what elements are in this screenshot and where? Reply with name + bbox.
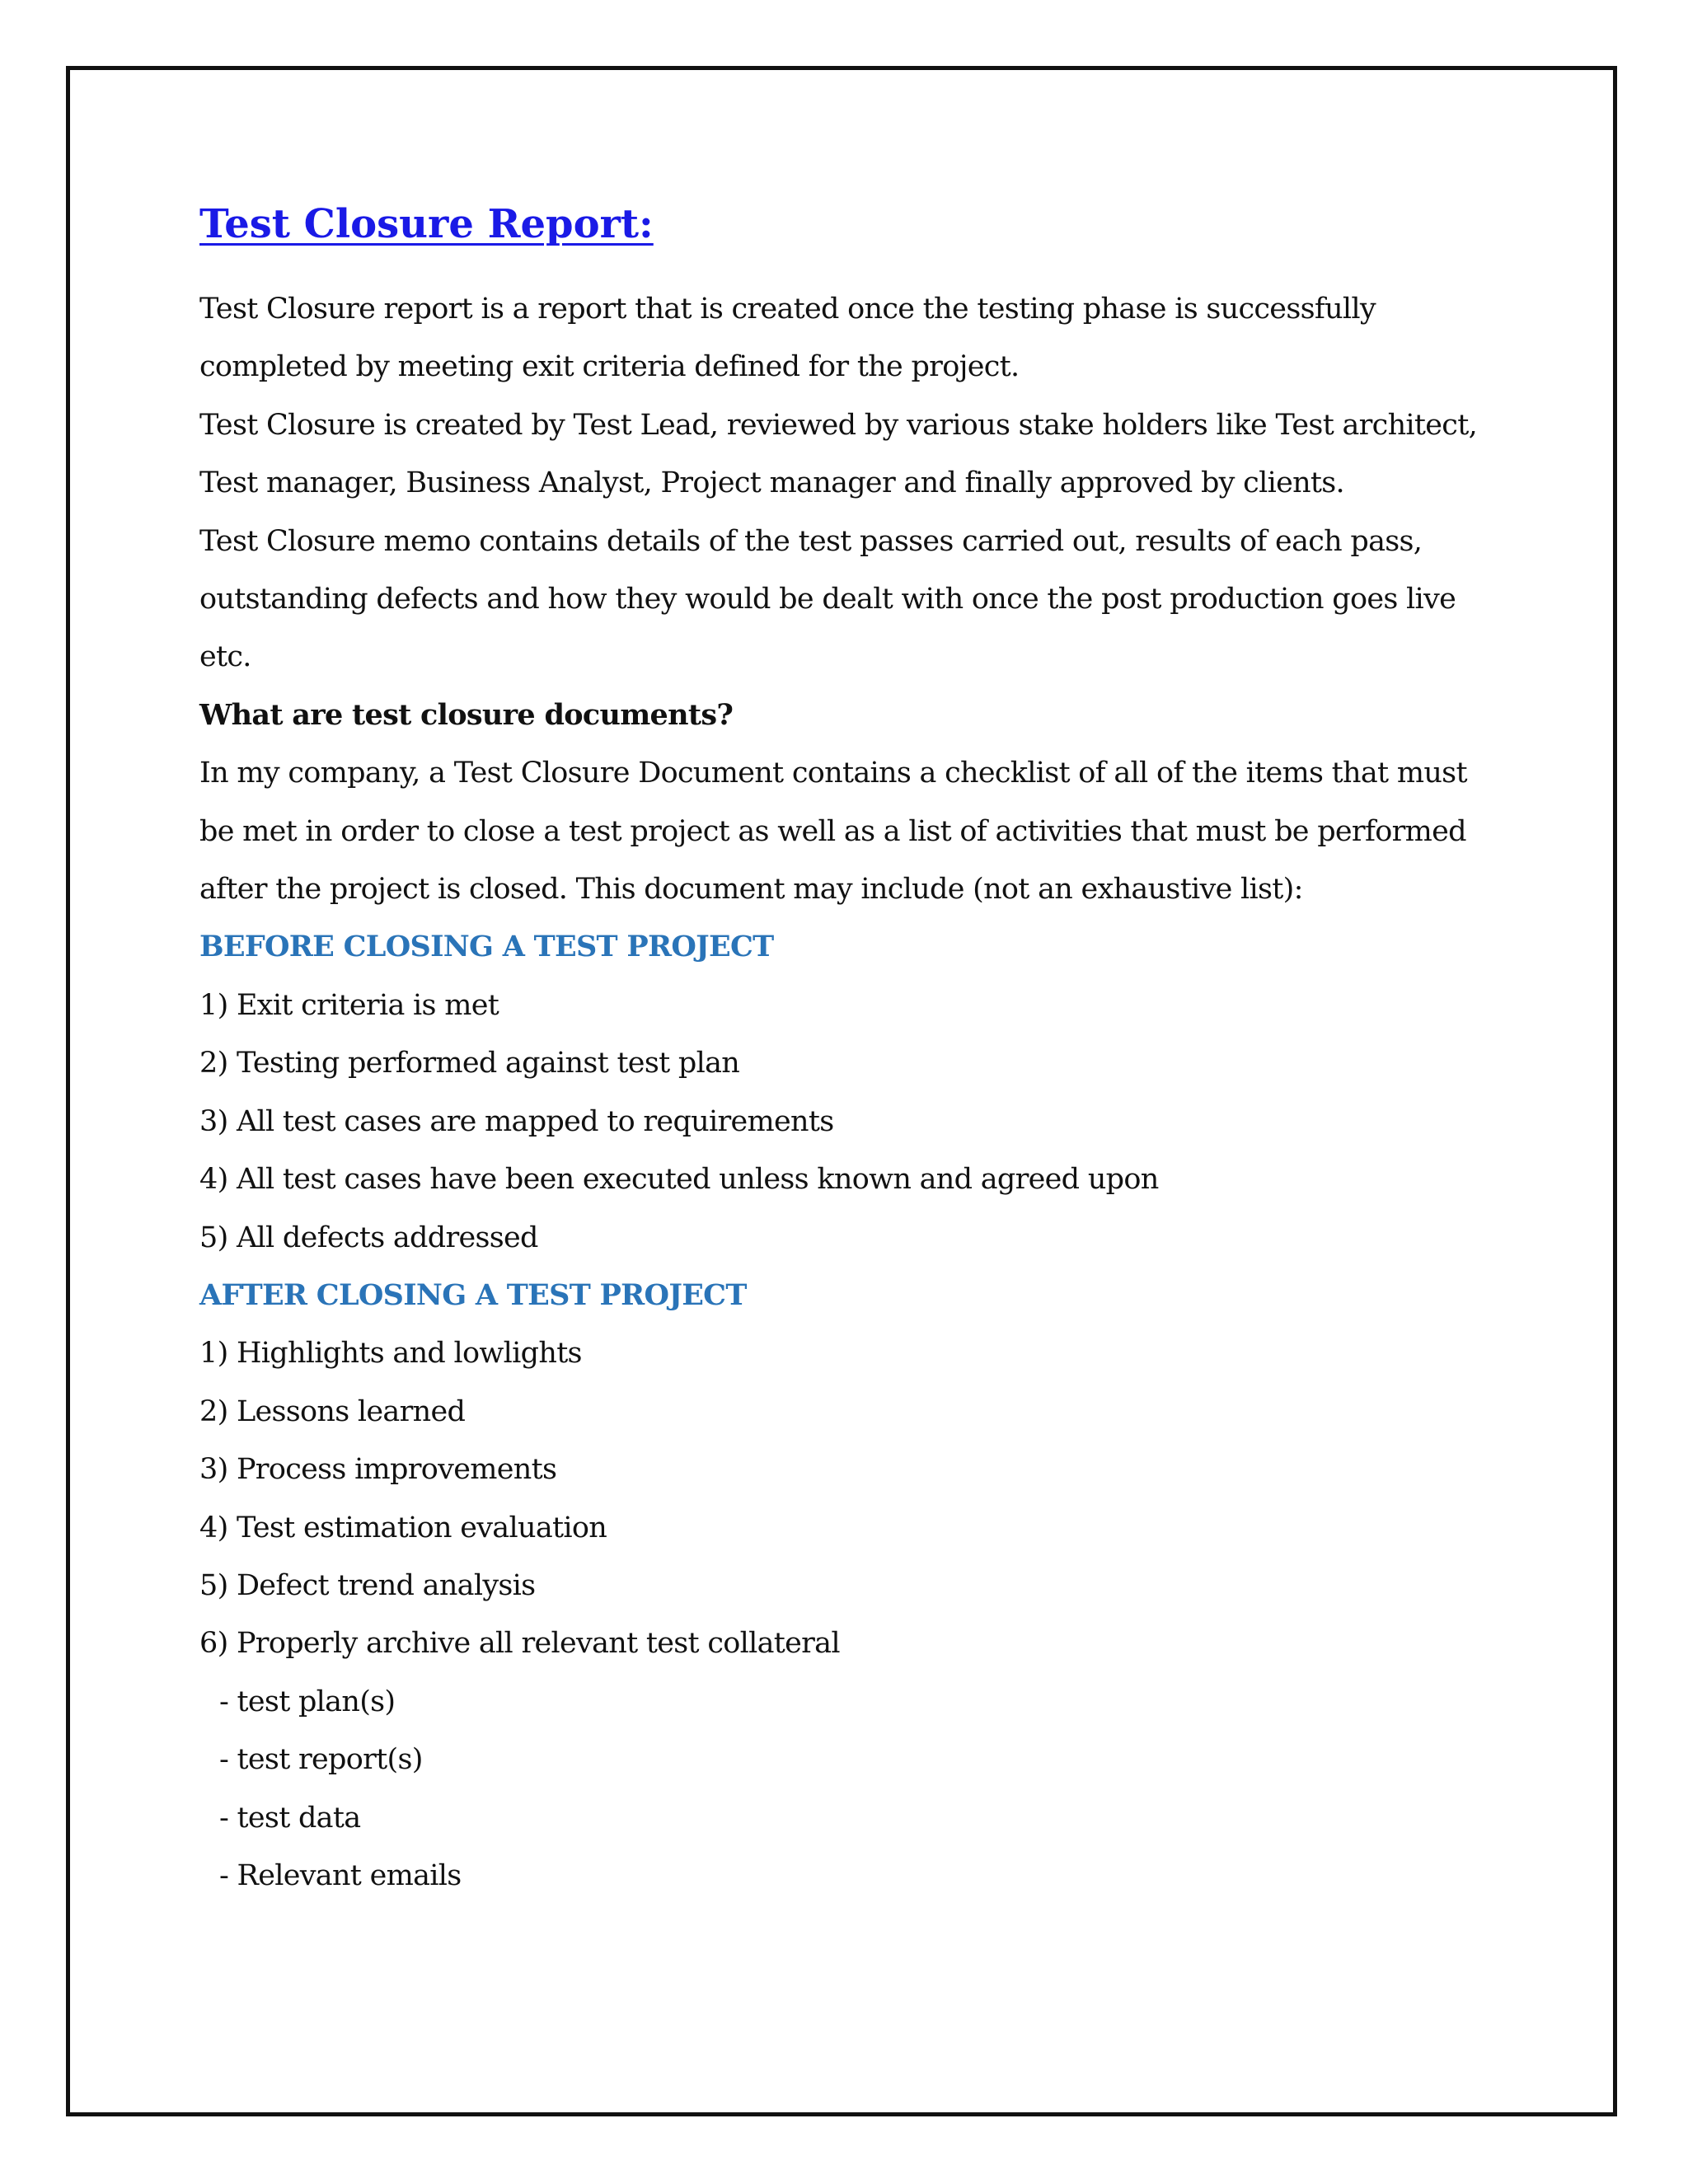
sub-list-item: - Relevant emails: [219, 1858, 462, 1892]
sub-list-item: - test report(s): [219, 1743, 423, 1777]
question-line: after the project is closed. This document may include (not an exhaustive list):: [199, 873, 1303, 907]
question-section: [199, 744, 1535, 918]
intro-line: etc.: [199, 640, 251, 674]
before-closing-heading: BEFORE CLOSING A TEST PROJECT: [199, 930, 774, 964]
list-item: 3) All test cases are mapped to requirements: [199, 1104, 834, 1138]
after-closing-heading: AFTER CLOSING A TEST PROJECT: [199, 1277, 747, 1312]
intro-line: Test Closure is created by Test Lead, reviewed by various stake holders like Test architect,: [199, 408, 1477, 442]
intro-line: outstanding defects and how they would be dealt with once the post production goes live: [199, 583, 1456, 616]
intro-section: [199, 280, 1535, 687]
after-closing-list: [199, 1324, 1535, 1905]
list-item: 4) Test estimation evaluation: [199, 1511, 607, 1544]
list-item: 4) All test cases have been executed unless known and agreed upon: [199, 1163, 1159, 1197]
intro-line: Test Closure report is a report that is created once the testing phase is successfully: [199, 293, 1376, 326]
list-item: 5) All defects addressed: [199, 1221, 538, 1254]
document-body: [199, 191, 1535, 1905]
list-item: 3) Process improvements: [199, 1453, 557, 1487]
list-item: 2) Lessons learned: [199, 1394, 466, 1428]
intro-line: Test manager, Business Analyst, Project manager and finally approved by clients.: [199, 466, 1344, 500]
question-line: be met in order to close a test project as well as a list of activities that must be performed: [199, 814, 1466, 848]
question-heading: What are test closure documents?: [199, 697, 734, 732]
question-line: In my company, a Test Closure Document contains a checklist of all of the items that must: [199, 757, 1467, 790]
list-item: 5) Defect trend analysis: [199, 1568, 536, 1602]
intro-line: Test Closure memo contains details of the test passes carried out, results of each pass,: [199, 524, 1423, 558]
document-title: Test Closure Report:: [199, 201, 654, 247]
sub-list-item: - test data: [219, 1801, 361, 1835]
sub-list-item: - test plan(s): [219, 1685, 396, 1718]
before-closing-list: [199, 977, 1535, 1267]
list-item: 2) Testing performed against test plan: [199, 1047, 740, 1080]
list-item: 1) Highlights and lowlights: [199, 1337, 582, 1371]
intro-line: completed by meeting exit criteria defined for the project.: [199, 350, 1020, 384]
list-item: 1) Exit criteria is met: [199, 988, 499, 1022]
list-item: 6) Properly archive all relevant test collateral: [199, 1627, 840, 1661]
